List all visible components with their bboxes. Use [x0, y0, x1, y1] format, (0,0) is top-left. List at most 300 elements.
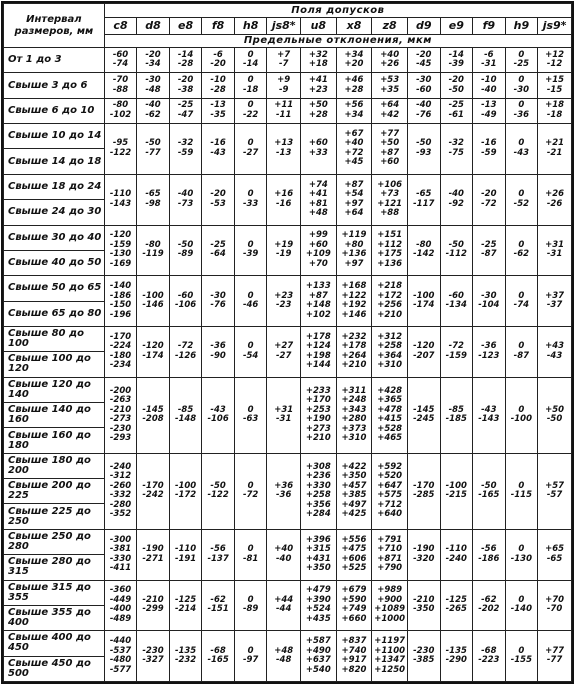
deviation-value: +233 [305, 385, 331, 396]
deviation-cell [300, 174, 336, 225]
deviation-value: -75 [448, 147, 464, 158]
deviation-value: -38 [177, 84, 194, 95]
deviation-value: +190 [305, 414, 331, 425]
size-interval-label: Свыше 100 до 120 [4, 352, 105, 377]
deviation-cell [372, 73, 408, 98]
deviation-cell [267, 174, 301, 225]
deviation-cell [300, 225, 336, 276]
interval-header: Интервал размеров, мм [4, 4, 105, 48]
deviation-cell [336, 453, 372, 529]
deviation-value: -48 [145, 84, 161, 95]
deviation-value: -27 [242, 147, 259, 158]
deviation-value: 0 [518, 404, 525, 415]
deviation-cell [300, 631, 336, 682]
deviation-value: +53 [380, 75, 400, 86]
deviation-value: +520 [377, 471, 403, 482]
deviation-cell [137, 225, 170, 276]
deviation-cell [137, 326, 170, 377]
deviation-value: -80 [416, 239, 432, 250]
size-interval-label: Свыше 120 до 140 [4, 377, 105, 402]
deviation-cell [372, 529, 408, 580]
deviation-value: 0 [518, 544, 525, 555]
deviation-cell [137, 174, 170, 225]
column-header: js9* [538, 18, 572, 35]
deviation-value: +1089 [374, 604, 406, 615]
column-header: js8* [267, 18, 301, 35]
deviation-value: +1250 [374, 664, 406, 675]
deviation-value: +350 [341, 471, 367, 482]
deviation-value: -62 [513, 249, 530, 260]
deviation-value: -223 [478, 655, 500, 666]
deviation-value: -130 [510, 553, 532, 564]
deviation-value: -273 [109, 414, 132, 425]
deviation-value: -170 [142, 480, 164, 491]
deviation-cell [408, 225, 441, 276]
deviation-value: -151 [207, 604, 229, 615]
deviation-value: +820 [341, 664, 367, 675]
deviation-value: +428 [377, 385, 403, 396]
deviation-value: +144 [305, 360, 331, 371]
deviation-value: +151 [377, 230, 403, 241]
deviation-cell [505, 453, 538, 529]
deviation-value: -80 [112, 100, 129, 111]
deviation-cell [234, 276, 267, 327]
deviation-value: -232 [174, 655, 197, 666]
deviation-value: -215 [445, 490, 467, 501]
deviation-value: -100 [142, 290, 164, 301]
deviation-value: 0 [247, 544, 254, 555]
deviation-value: -6 [484, 49, 494, 60]
deviation-value: +232 [341, 331, 367, 342]
deviation-value: -100 [413, 290, 435, 301]
deviation-value: +525 [341, 563, 367, 574]
deviation-value: -43 [481, 404, 497, 415]
deviation-cell [408, 453, 441, 529]
deviation-value: -73 [177, 198, 194, 209]
size-interval-label: Свыше 280 до 315 [4, 555, 105, 580]
deviation-cell [372, 276, 408, 327]
deviation-value: -54 [242, 350, 259, 361]
deviation-cell [408, 98, 441, 123]
size-interval-label: Свыше 65 до 80 [4, 301, 105, 326]
deviation-cell [505, 276, 538, 327]
size-interval-label: Свыше 315 до 355 [4, 580, 105, 605]
deviation-value: +365 [377, 395, 403, 406]
deviation-cell [267, 225, 301, 276]
deviation-value: -60 [112, 49, 129, 60]
deviation-cell [137, 48, 170, 73]
deviation-cell [336, 225, 372, 276]
table-row [4, 631, 572, 656]
column-header: d9 [408, 18, 441, 35]
deviation-value: -25 [177, 100, 194, 111]
deviation-value: +148 [305, 300, 331, 311]
deviation-value: -16 [481, 138, 497, 149]
deviation-value: 0 [518, 645, 525, 656]
size-interval-label: От 1 до 3 [4, 48, 105, 73]
table-row [4, 174, 572, 199]
column-header: e8 [169, 18, 202, 35]
deviation-cell [440, 326, 473, 377]
deviation-cell [372, 48, 408, 73]
deviation-value: -90 [210, 350, 226, 361]
deviation-value: +122 [341, 290, 367, 301]
deviation-value: +343 [341, 404, 367, 415]
deviation-value: -172 [174, 490, 197, 501]
deviation-cell [505, 73, 538, 98]
deviation-value: 0 [518, 138, 525, 149]
deviation-value: -49 [481, 109, 497, 120]
size-interval-label: Свыше 140 до 160 [4, 403, 105, 428]
deviation-value: +350 [305, 563, 331, 574]
deviation-value: +70 [545, 594, 565, 605]
deviation-value: -50 [145, 138, 161, 149]
deviation-value: -40 [416, 100, 432, 111]
deviation-value: -30 [210, 290, 226, 301]
deviation-value: +1347 [374, 655, 406, 666]
deviation-value: +50 [308, 100, 328, 111]
deviation-value: +373 [341, 423, 367, 434]
deviation-cell [300, 73, 336, 98]
deviation-value: -11 [276, 109, 292, 120]
deviation-value: -122 [109, 147, 132, 158]
deviation-value: +253 [305, 404, 331, 415]
deviation-cell [336, 276, 372, 327]
table-row [4, 98, 572, 123]
deviation-value: -19 [276, 249, 292, 260]
deviation-value: +28 [308, 109, 328, 120]
table-row [4, 453, 572, 478]
deviation-cell [538, 326, 572, 377]
deviation-value: 0 [247, 49, 254, 60]
deviation-value: -210 [413, 594, 435, 605]
deviation-cell [336, 98, 372, 123]
deviation-value: +390 [305, 594, 331, 605]
deviation-value: +308 [305, 461, 331, 472]
tolerance-table-frame [1, 1, 574, 684]
deviation-value: +710 [377, 544, 403, 555]
deviation-cell [202, 174, 235, 225]
deviation-value: +26 [545, 189, 565, 200]
deviation-value: -21 [546, 147, 563, 158]
deviation-value: -234 [109, 360, 132, 371]
size-interval-label: Свыше 450 до 500 [4, 656, 105, 681]
deviation-cell [372, 377, 408, 453]
deviation-value: 0 [247, 645, 254, 656]
deviation-value: -135 [174, 645, 197, 656]
deviation-cell [137, 73, 170, 98]
deviation-cell [137, 580, 170, 631]
deviation-value: +65 [545, 544, 565, 555]
deviation-cell [372, 225, 408, 276]
deviation-cell [300, 48, 336, 73]
deviation-value: -20 [210, 59, 226, 70]
deviation-value: 0 [518, 239, 525, 250]
deviation-cell [267, 453, 301, 529]
deviation-cell [372, 326, 408, 377]
deviation-value: +248 [341, 395, 367, 406]
deviation-value: +837 [341, 636, 367, 647]
deviation-value: -125 [174, 594, 197, 605]
deviation-value: +435 [305, 613, 331, 624]
deviation-value: -20 [145, 49, 161, 60]
deviation-cell [505, 326, 538, 377]
deviation-value: -25 [448, 100, 464, 111]
table-body [4, 48, 572, 682]
deviation-value: -110 [174, 544, 197, 555]
deviation-value: -14 [177, 49, 194, 60]
deviation-cell [267, 48, 301, 73]
deviation-value: +124 [305, 341, 331, 352]
deviation-value: -72 [448, 341, 464, 352]
size-interval-label: Свыше 80 до 100 [4, 326, 105, 351]
deviation-cell [336, 174, 372, 225]
deviation-value: +34 [344, 109, 364, 120]
deviation-cell [169, 225, 202, 276]
deviation-cell [202, 326, 235, 377]
deviation-value: +13 [274, 138, 294, 149]
deviation-value: -30 [481, 290, 497, 301]
deviation-value: +917 [341, 655, 367, 666]
deviation-cell [267, 98, 301, 123]
deviation-value: -100 [510, 414, 532, 425]
deviation-value: +31 [545, 239, 565, 250]
deviation-value: -240 [109, 461, 132, 472]
deviation-value: -44 [276, 604, 292, 615]
deviation-cell [408, 326, 441, 377]
deviation-cell [267, 276, 301, 327]
deviation-cell [267, 326, 301, 377]
size-interval-label: Свыше 160 до 180 [4, 428, 105, 453]
deviation-value: -265 [445, 604, 467, 615]
deviation-cell [137, 377, 170, 453]
deviation-cell [202, 225, 235, 276]
deviation-value: -72 [242, 490, 259, 501]
size-interval-label: Свыше 50 до 65 [4, 276, 105, 301]
deviation-value: +11 [274, 100, 294, 111]
deviation-cell [202, 276, 235, 327]
deviation-value: +178 [341, 341, 367, 352]
deviation-cell [137, 631, 170, 682]
deviation-value: -37 [546, 300, 563, 311]
deviation-value: 0 [247, 75, 254, 86]
deviation-cell [372, 174, 408, 225]
deviation-value: -25 [513, 59, 530, 70]
deviation-value: -34 [145, 59, 161, 70]
deviation-value: -64 [210, 249, 226, 260]
deviation-value: 0 [247, 138, 254, 149]
deviation-cell [440, 529, 473, 580]
deviation-value: -87 [481, 249, 497, 260]
deviation-value: +258 [305, 490, 331, 501]
deviation-value: -190 [142, 544, 164, 555]
deviation-value: +28 [344, 84, 364, 95]
deviation-value: -70 [546, 604, 563, 615]
deviation-value: -174 [413, 300, 435, 311]
deviation-value: -59 [481, 147, 497, 158]
deviation-value: +57 [545, 480, 565, 491]
deviation-value: 0 [518, 189, 525, 200]
deviation-value: 0 [518, 480, 525, 491]
deviation-value: -43 [210, 147, 226, 158]
deviation-value: -74 [513, 300, 530, 311]
deviation-cell [473, 326, 506, 377]
deviation-cell [372, 580, 408, 631]
deviation-value: -40 [145, 100, 161, 111]
deviation-value: +73 [380, 189, 400, 200]
deviation-value: -52 [513, 198, 530, 209]
deviation-cell [440, 453, 473, 529]
deviation-value: -40 [481, 84, 497, 95]
deviation-cell [505, 225, 538, 276]
deviation-value: +575 [377, 490, 403, 501]
deviation-cell [408, 276, 441, 327]
deviation-value: -10 [481, 75, 497, 86]
deviation-value: +168 [341, 281, 367, 292]
deviation-cell [234, 377, 267, 453]
deviation-value: -70 [112, 75, 129, 86]
deviation-value: -43 [513, 147, 530, 158]
deviation-value: -210 [109, 404, 132, 415]
deviation-value: +7 [277, 49, 291, 60]
size-interval-label: Свыше 14 до 18 [4, 149, 105, 174]
deviation-cell [440, 73, 473, 98]
deviation-cell [267, 580, 301, 631]
deviation-value: -65 [416, 189, 432, 200]
deviation-value: +198 [305, 350, 331, 361]
deviation-value: -18 [546, 109, 563, 120]
deviation-value: +77 [545, 645, 565, 656]
deviation-value: -59 [177, 147, 194, 158]
deviation-cell [169, 377, 202, 453]
deviation-value: +1100 [374, 645, 406, 656]
deviation-value: -60 [177, 290, 194, 301]
deviation-value: -14 [448, 49, 464, 60]
deviation-value: +45 [344, 157, 364, 168]
deviation-value: -92 [448, 198, 464, 209]
deviation-cell [267, 73, 301, 98]
deviation-value: -50 [546, 414, 563, 425]
deviation-value: +490 [305, 645, 331, 656]
tolerance-table [3, 3, 572, 682]
table-row [4, 580, 572, 605]
deviation-cell [104, 631, 137, 682]
deviation-value: -169 [109, 258, 132, 269]
deviation-value: +210 [341, 360, 367, 371]
deviation-value: +50 [380, 138, 400, 149]
deviation-cell [473, 377, 506, 453]
deviation-cell [169, 124, 202, 175]
deviation-value: 0 [518, 341, 525, 352]
deviation-cell [372, 631, 408, 682]
deviation-value: -40 [448, 189, 464, 200]
deviation-value: -50 [210, 480, 226, 491]
deviation-value: +9 [277, 75, 291, 86]
deviation-value: -385 [413, 655, 435, 666]
deviation-cell [104, 276, 137, 327]
size-interval-label: Свыше 40 до 50 [4, 250, 105, 275]
deviation-value: -352 [109, 509, 132, 520]
deviation-value: -320 [413, 553, 435, 564]
deviation-value: -106 [174, 300, 197, 311]
deviation-cell [104, 529, 137, 580]
deviation-cell [440, 377, 473, 453]
deviation-value: +790 [377, 563, 403, 574]
deviation-cell [473, 276, 506, 327]
deviation-value: +27 [274, 341, 294, 352]
deviation-cell [336, 631, 372, 682]
deviation-value: -110 [445, 544, 467, 555]
deviation-value: -72 [481, 198, 497, 209]
deviation-cell [234, 73, 267, 98]
deviation-value: +256 [377, 300, 403, 311]
deviation-value: -285 [413, 490, 435, 501]
deviation-value: -33 [242, 198, 259, 209]
deviation-cell [104, 580, 137, 631]
deviation-cell [408, 48, 441, 73]
deviation-cell [336, 580, 372, 631]
deviation-value: -40 [177, 189, 194, 200]
deviation-value: -196 [109, 309, 132, 320]
deviation-value: +87 [344, 179, 364, 190]
deviation-value: -30 [145, 75, 161, 86]
deviation-value: +40 [344, 138, 364, 149]
deviation-value: -89 [177, 249, 194, 260]
deviation-value: +36 [274, 480, 294, 491]
deviation-value: +175 [377, 249, 403, 260]
deviation-value: +40 [380, 49, 400, 60]
deviation-value: +590 [341, 594, 367, 605]
deviation-value: -360 [109, 585, 132, 596]
deviation-cell [202, 453, 235, 529]
deviation-value: -480 [109, 655, 132, 666]
deviation-value: +16 [274, 189, 294, 200]
deviation-cell [408, 580, 441, 631]
deviation-value: -77 [546, 655, 563, 666]
deviation-value: -93 [416, 147, 432, 158]
deviation-cell [202, 631, 235, 682]
deviation-value: +40 [274, 544, 294, 555]
deviation-value: -43 [210, 404, 226, 415]
deviation-cell [104, 326, 137, 377]
deviation-value: -280 [109, 499, 132, 510]
deviation-value: +457 [341, 480, 367, 491]
deviation-cell [202, 73, 235, 98]
deviation-value: -293 [109, 433, 132, 444]
deviation-value: -6 [213, 49, 223, 60]
deviation-value: +524 [305, 604, 331, 615]
deviation-cell [202, 529, 235, 580]
deviation-cell [234, 529, 267, 580]
deviation-cell [300, 124, 336, 175]
deviation-value: +74 [308, 179, 328, 190]
deviation-value: +23 [308, 84, 328, 95]
deviation-value: -36 [481, 341, 497, 352]
table-row [4, 48, 572, 73]
deviation-value: +21 [545, 138, 565, 149]
deviation-value: -142 [413, 249, 435, 260]
deviation-cell [440, 225, 473, 276]
deviation-value: -50 [416, 138, 432, 149]
deviation-cell [104, 225, 137, 276]
fields-header: Поля допусков [104, 4, 571, 18]
deviation-value: +44 [274, 594, 294, 605]
deviation-value: -381 [109, 544, 132, 555]
deviation-cell [440, 124, 473, 175]
deviation-cell [505, 48, 538, 73]
deviation-cell [169, 580, 202, 631]
deviation-value: -56 [481, 544, 497, 555]
